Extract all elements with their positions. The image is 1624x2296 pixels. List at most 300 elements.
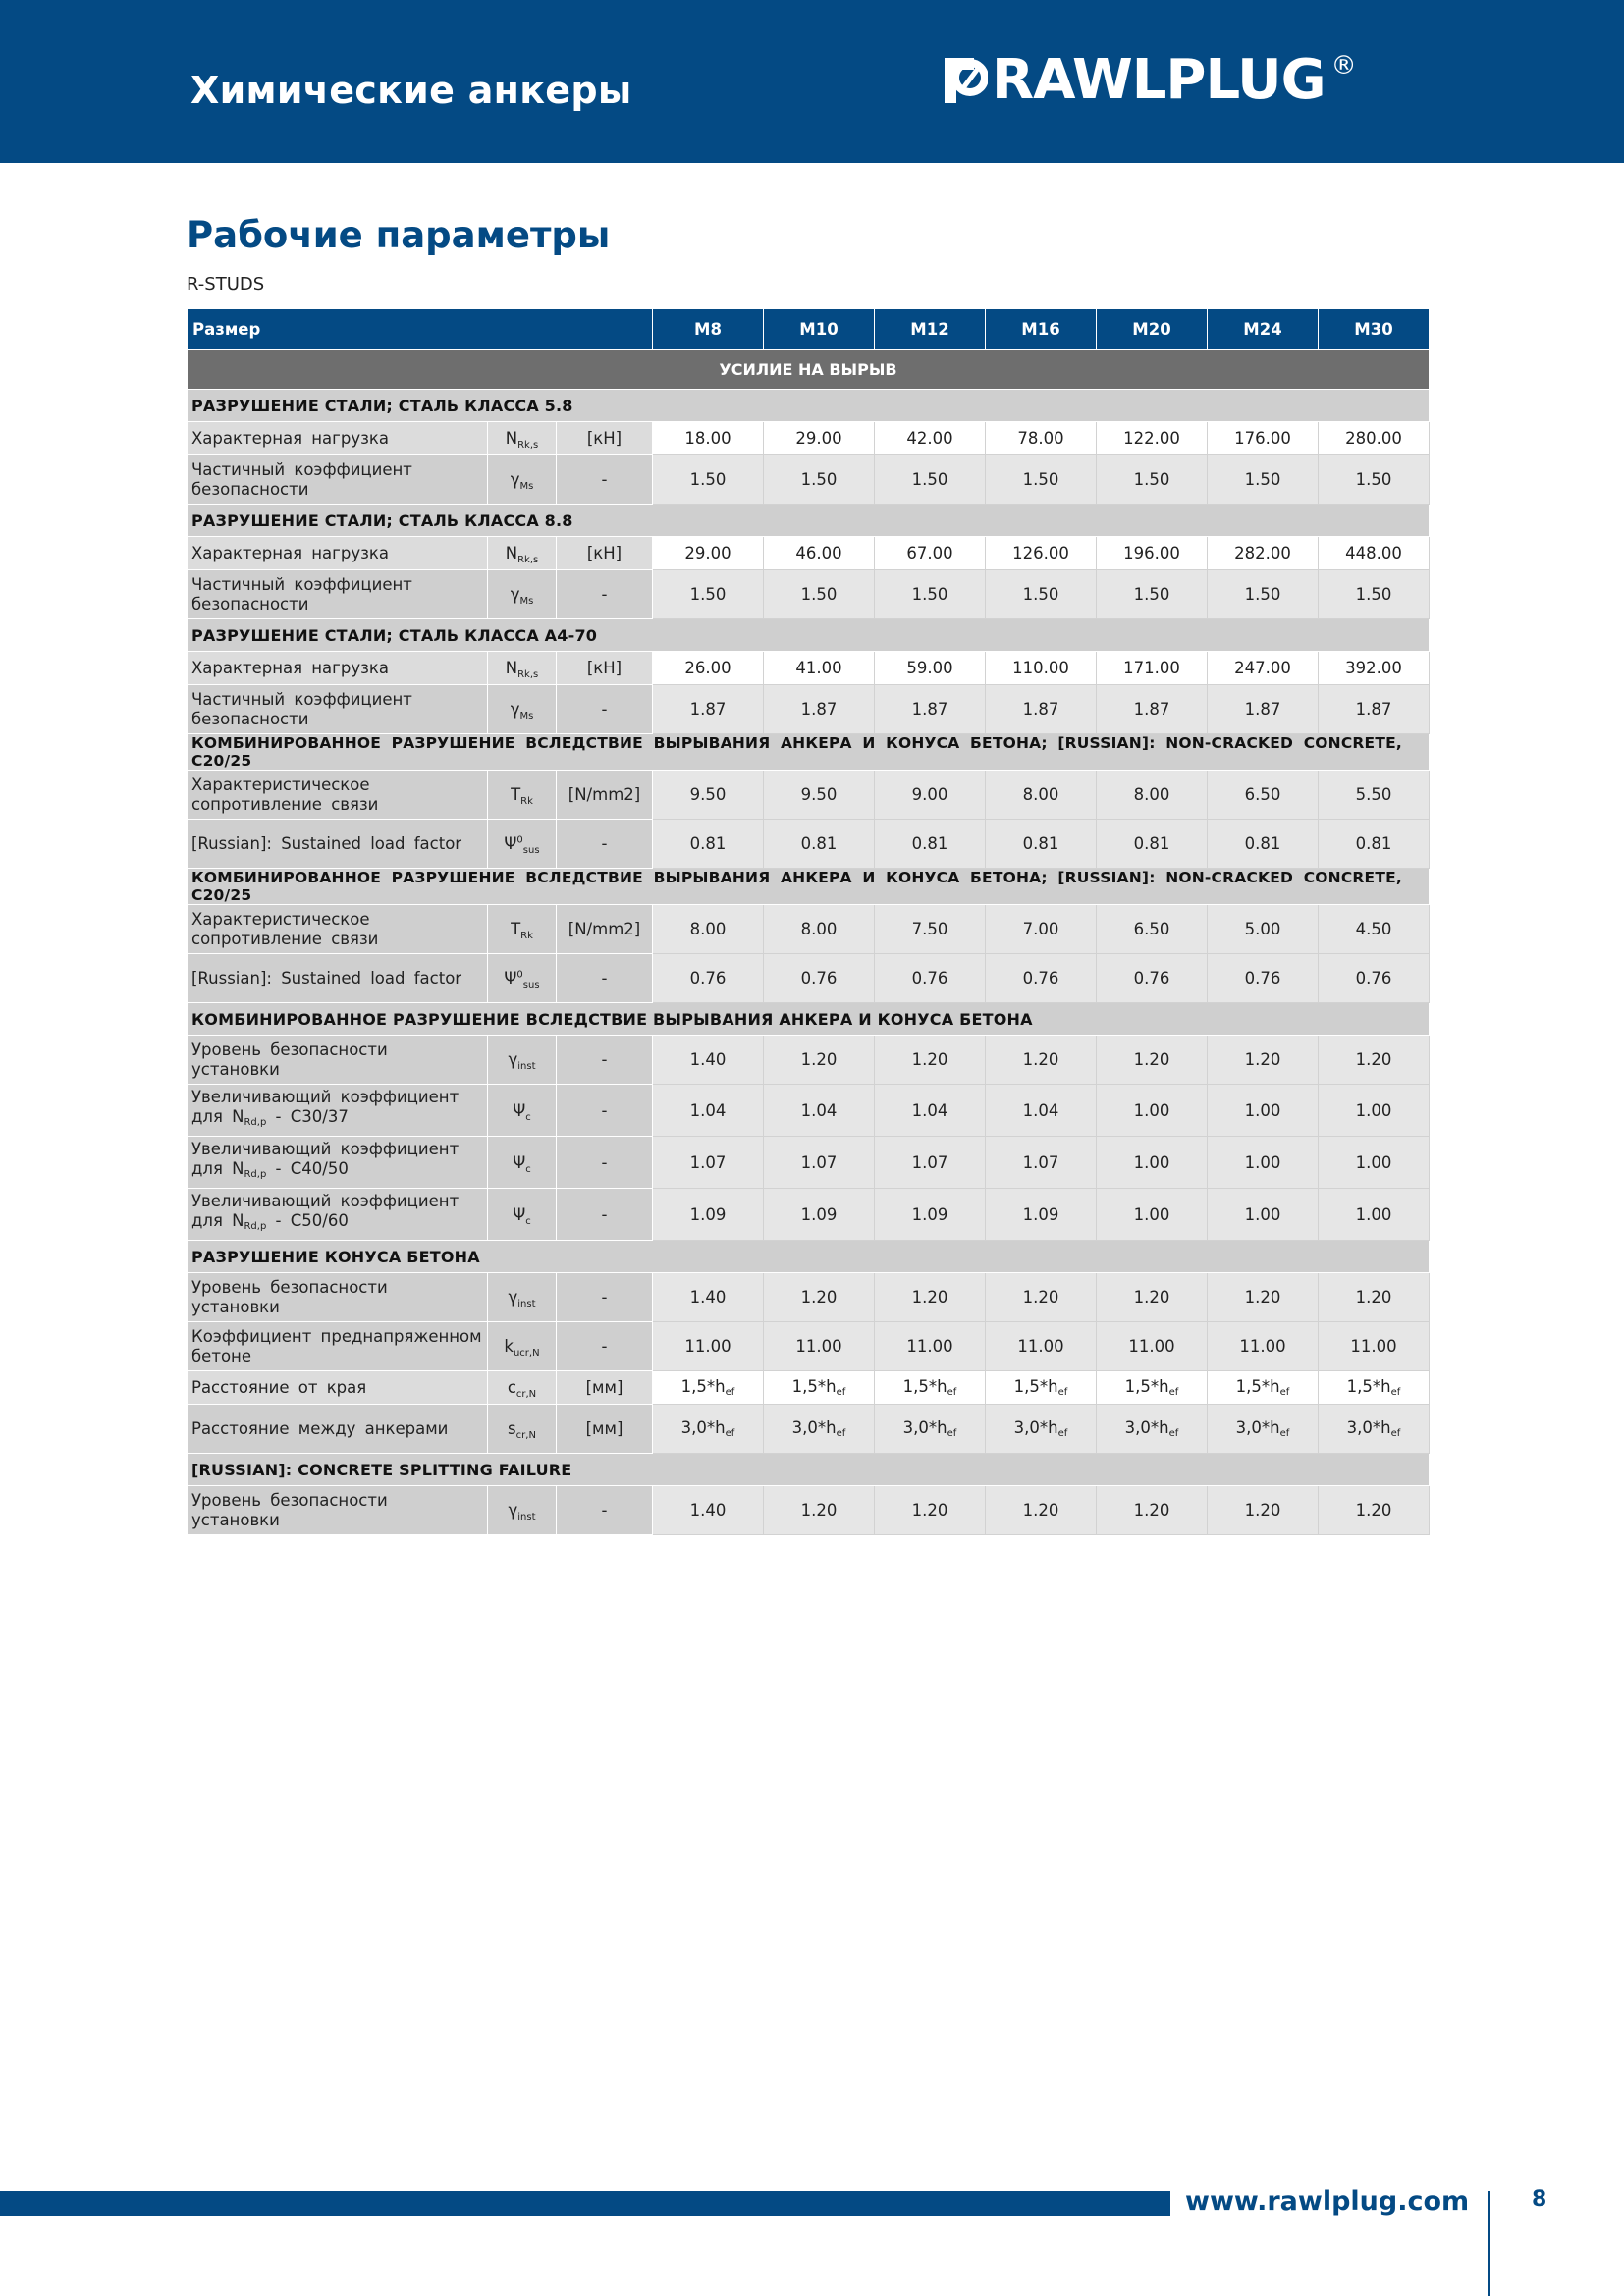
value-cell: 1.07 xyxy=(764,1137,875,1189)
size-header-row xyxy=(188,309,1430,350)
value-cell: 11.00 xyxy=(1097,1322,1208,1371)
value-cell: 0.81 xyxy=(986,820,1097,869)
value-cell: 1.20 xyxy=(764,1036,875,1085)
table-row xyxy=(188,954,1430,1003)
symbol-subscript: inst xyxy=(517,1512,536,1522)
value-cell: 247.00 xyxy=(1208,652,1319,685)
value-cell: 1.09 xyxy=(986,1189,1097,1241)
parameters-table xyxy=(187,308,1430,1535)
row-label xyxy=(188,771,488,820)
row-label-text: Характерная нагрузка xyxy=(191,428,389,448)
symbol-cell xyxy=(488,954,557,1003)
symbol-subscript: c xyxy=(525,1163,531,1175)
symbol: Ψ xyxy=(513,1204,526,1224)
value-cell xyxy=(653,1371,764,1405)
value-cell: 29.00 xyxy=(653,537,764,570)
value-subscript: ef xyxy=(1168,1387,1179,1398)
unit-cell: [кН] xyxy=(557,537,653,570)
unit-cell: [мм] xyxy=(557,1405,653,1454)
footer-divider xyxy=(1488,2191,1490,2296)
row-label-tail: - C40/50 xyxy=(266,1159,349,1178)
value-cell xyxy=(875,1371,986,1405)
value-cell xyxy=(1208,1371,1319,1405)
symbol: Ψ xyxy=(504,834,517,853)
row-label xyxy=(188,1137,488,1189)
value-cell: 1.50 xyxy=(1208,570,1319,619)
row-label-text: Частичный коэффициент безопасности xyxy=(191,459,412,499)
value-cell: 6.50 xyxy=(1208,771,1319,820)
value-subscript: ef xyxy=(725,1387,735,1398)
value-cell: 1.50 xyxy=(653,455,764,505)
row-label xyxy=(188,1085,488,1137)
row-label-text: Уровень безопасности установки xyxy=(191,1040,388,1079)
value-main: 3,0*h xyxy=(1346,1418,1391,1437)
value-main: 1,5*h xyxy=(1013,1377,1058,1396)
symbol-subscript: c xyxy=(525,1111,531,1123)
table-row xyxy=(188,1085,1430,1137)
table-row xyxy=(188,1036,1430,1085)
unit-cell: - xyxy=(557,570,653,619)
section-row xyxy=(188,505,1430,537)
value-cell: 11.00 xyxy=(875,1322,986,1371)
value-cell: 0.76 xyxy=(986,954,1097,1003)
value-cell: 280.00 xyxy=(1319,422,1430,455)
value-cell: 1.00 xyxy=(1319,1189,1430,1241)
row-label xyxy=(188,422,488,455)
table-row xyxy=(188,1137,1430,1189)
section-title: [RUSSIAN]: CONCRETE SPLITTING FAILURE xyxy=(188,1454,1430,1486)
value-cell: 0.76 xyxy=(1208,954,1319,1003)
value-cell: 1.00 xyxy=(1208,1085,1319,1137)
section-title: РАЗРУШЕНИЕ СТАЛИ; СТАЛЬ КЛАССА 5.8 xyxy=(188,390,1430,422)
row-label-text: Увеличивающий коэффициент для N xyxy=(191,1088,460,1126)
value-cell: 1.50 xyxy=(1097,570,1208,619)
value-cell: 11.00 xyxy=(653,1322,764,1371)
value-cell: 8.00 xyxy=(1097,771,1208,820)
value-cell: 0.81 xyxy=(764,820,875,869)
rawlplug-logo xyxy=(945,48,1357,112)
value-cell: 1.50 xyxy=(1208,455,1319,505)
row-label-text: Расстояние от края xyxy=(191,1377,367,1397)
value-cell: 1.07 xyxy=(653,1137,764,1189)
value-cell: 1.40 xyxy=(653,1273,764,1322)
value-cell: 1.04 xyxy=(764,1085,875,1137)
row-label-text: Характеристическое сопротивление связи xyxy=(191,909,379,948)
value-cell: 1.07 xyxy=(875,1137,986,1189)
value-subscript: ef xyxy=(1168,1428,1179,1439)
value-main: 3,0*h xyxy=(1013,1418,1058,1437)
table-row xyxy=(188,1273,1430,1322)
value-main: 1,5*h xyxy=(680,1377,726,1396)
header-title: Химические анкеры xyxy=(190,69,632,112)
symbol-subscript: ucr,N xyxy=(513,1348,540,1359)
value-cell: 0.76 xyxy=(764,954,875,1003)
symbol-cell xyxy=(488,771,557,820)
symbol-subscript: cr,N xyxy=(515,1389,537,1400)
value-subscript: ef xyxy=(1390,1387,1401,1398)
unit-cell: - xyxy=(557,1189,653,1241)
value-cell: 1.20 xyxy=(1097,1273,1208,1322)
value-cell xyxy=(653,1405,764,1454)
value-cell: 0.81 xyxy=(1208,820,1319,869)
section-row xyxy=(188,619,1430,652)
section-title: КОМБИНИРОВАННОЕ РАЗРУШЕНИЕ ВСЛЕДСТВИЕ ВЫРЫВАНИЯ АНКЕРА И КОНУСА БЕТОНА xyxy=(188,1003,1430,1036)
value-cell: 8.00 xyxy=(653,905,764,954)
row-label-text: Характерная нагрузка xyxy=(191,543,389,562)
symbol-cell xyxy=(488,1137,557,1189)
row-label-tail: - C50/60 xyxy=(266,1211,349,1230)
brand-name: RAWLPLUG xyxy=(992,48,1326,112)
unit-cell: [кН] xyxy=(557,652,653,685)
symbol: T xyxy=(511,920,521,938)
value-cell: 196.00 xyxy=(1097,537,1208,570)
size-header-cell: M10 xyxy=(764,309,875,350)
value-subscript: ef xyxy=(947,1428,957,1439)
symbol-subscript: Ms xyxy=(519,596,534,607)
unit-cell: [N/mm2] xyxy=(557,905,653,954)
row-label-text: Увеличивающий коэффициент для N xyxy=(191,1140,460,1178)
value-cell: 392.00 xyxy=(1319,652,1430,685)
value-cell: 1.20 xyxy=(986,1273,1097,1322)
value-cell xyxy=(986,1405,1097,1454)
row-label-text: Характерная нагрузка xyxy=(191,658,389,677)
row-label xyxy=(188,455,488,505)
section-title: РАЗРУШЕНИЕ СТАЛИ; СТАЛЬ КЛАССА A4-70 xyxy=(188,619,1430,652)
value-subscript: ef xyxy=(1390,1428,1401,1439)
value-cell: 1.00 xyxy=(1319,1137,1430,1189)
value-cell: 1.20 xyxy=(1208,1486,1319,1535)
value-cell: 176.00 xyxy=(1208,422,1319,455)
symbol: N xyxy=(505,429,518,448)
value-cell: 1.20 xyxy=(875,1486,986,1535)
band-title: УСИЛИЕ НА ВЫРЫВ xyxy=(188,350,1430,390)
value-main: 1,5*h xyxy=(1235,1377,1280,1396)
value-cell: 1.87 xyxy=(1208,685,1319,734)
unit-cell: - xyxy=(557,1085,653,1137)
value-cell: 11.00 xyxy=(986,1322,1097,1371)
value-cell: 1.09 xyxy=(764,1189,875,1241)
value-cell: 67.00 xyxy=(875,537,986,570)
section-title: РАЗРУШЕНИЕ КОНУСА БЕТОНА xyxy=(188,1241,1430,1273)
symbol-cell xyxy=(488,905,557,954)
value-subscript: ef xyxy=(1279,1428,1290,1439)
unit-cell: - xyxy=(557,954,653,1003)
value-cell: 1.50 xyxy=(875,455,986,505)
page-title: Рабочие параметры xyxy=(187,214,611,256)
symbol-subscript: inst xyxy=(517,1299,536,1309)
symbol-subscript: Ms xyxy=(519,481,534,492)
table-body xyxy=(188,309,1430,1535)
value-cell: 78.00 xyxy=(986,422,1097,455)
symbol-cell xyxy=(488,1405,557,1454)
symbol-subscript: Rk,s xyxy=(517,669,539,680)
table-row xyxy=(188,537,1430,570)
row-label xyxy=(188,1189,488,1241)
value-cell: 1.00 xyxy=(1097,1137,1208,1189)
value-cell: 9.50 xyxy=(653,771,764,820)
unit-cell: - xyxy=(557,1137,653,1189)
value-subscript: ef xyxy=(1057,1428,1068,1439)
value-cell: 9.50 xyxy=(764,771,875,820)
symbol-cell xyxy=(488,685,557,734)
row-label xyxy=(188,820,488,869)
value-cell: 1.87 xyxy=(1097,685,1208,734)
value-cell: 5.50 xyxy=(1319,771,1430,820)
value-cell: 1.50 xyxy=(986,570,1097,619)
row-label-text: [Russian]: Sustained load factor xyxy=(191,968,462,988)
section-row xyxy=(188,869,1430,905)
band-row xyxy=(188,350,1430,390)
value-cell: 1.04 xyxy=(986,1085,1097,1137)
value-cell: 1.20 xyxy=(1097,1036,1208,1085)
value-cell: 1.50 xyxy=(764,455,875,505)
row-label-text: Частичный коэффициент безопасности xyxy=(191,689,412,728)
row-label-tail: - C30/37 xyxy=(266,1107,349,1126)
value-cell: 0.81 xyxy=(653,820,764,869)
section-row xyxy=(188,1241,1430,1273)
row-label-text: Расстояние между анкерами xyxy=(191,1418,449,1438)
value-cell: 1.50 xyxy=(1319,455,1430,505)
unit-cell: - xyxy=(557,455,653,505)
symbol: γ xyxy=(510,470,520,489)
row-label-text: Частичный коэффициент безопасности xyxy=(191,574,412,614)
value-cell xyxy=(875,1405,986,1454)
symbol-cell xyxy=(488,455,557,505)
symbol-cell xyxy=(488,570,557,619)
value-cell: 1.40 xyxy=(653,1486,764,1535)
value-cell xyxy=(1097,1405,1208,1454)
table-row xyxy=(188,422,1430,455)
value-cell: 1.20 xyxy=(1319,1036,1430,1085)
value-cell: 1.50 xyxy=(1097,455,1208,505)
symbol-cell xyxy=(488,652,557,685)
row-label xyxy=(188,1486,488,1535)
size-header-cell: M16 xyxy=(986,309,1097,350)
table-row xyxy=(188,1486,1430,1535)
symbol: Ψ xyxy=(504,969,517,988)
symbol-cell xyxy=(488,422,557,455)
size-header-cell: M24 xyxy=(1208,309,1319,350)
value-cell: 0.76 xyxy=(875,954,986,1003)
value-cell xyxy=(986,1371,1097,1405)
row-label-subscript: Rd,p xyxy=(244,1117,267,1128)
value-cell: 1.00 xyxy=(1097,1189,1208,1241)
symbol-subscript: Rk,s xyxy=(517,555,539,565)
row-label-text: Увеличивающий коэффициент для N xyxy=(191,1192,460,1230)
value-cell: 11.00 xyxy=(1208,1322,1319,1371)
symbol-superscript: 0 xyxy=(516,969,523,981)
value-cell: 5.00 xyxy=(1208,905,1319,954)
section-row xyxy=(188,1454,1430,1486)
unit-cell: - xyxy=(557,1273,653,1322)
value-cell: 1.50 xyxy=(764,570,875,619)
row-label xyxy=(188,1273,488,1322)
symbol-cell xyxy=(488,1036,557,1085)
value-cell: 0.76 xyxy=(1319,954,1430,1003)
size-header-label: Размер xyxy=(188,309,653,350)
value-cell: 1.20 xyxy=(1097,1486,1208,1535)
value-cell: 1.87 xyxy=(653,685,764,734)
value-main: 3,0*h xyxy=(680,1418,726,1437)
value-cell xyxy=(1319,1371,1430,1405)
row-label-text: [Russian]: Sustained load factor xyxy=(191,833,462,853)
symbol-subscript: inst xyxy=(517,1061,536,1072)
section-title: КОМБИНИРОВАННОЕ РАЗРУШЕНИЕ ВСЛЕДСТВИЕ ВЫРЫВАНИЯ АНКЕРА И КОНУСА БЕТОНА; [RUSSIAN]: NON-CRACKED CONCRETE, C20/25 xyxy=(188,869,1430,905)
symbol-subscript: Rk,s xyxy=(517,440,539,451)
value-cell: 1.20 xyxy=(986,1036,1097,1085)
plug-icon xyxy=(945,56,988,105)
value-cell: 41.00 xyxy=(764,652,875,685)
page-number: 8 xyxy=(1532,2187,1547,2212)
value-cell: 110.00 xyxy=(986,652,1097,685)
value-cell: 1.20 xyxy=(1319,1273,1430,1322)
value-cell: 59.00 xyxy=(875,652,986,685)
size-header-cell: M30 xyxy=(1319,309,1430,350)
symbol-cell xyxy=(488,1322,557,1371)
value-main: 3,0*h xyxy=(902,1418,947,1437)
unit-cell: [мм] xyxy=(557,1371,653,1405)
value-cell: 0.76 xyxy=(653,954,764,1003)
value-cell: 0.81 xyxy=(1319,820,1430,869)
registered-mark: ® xyxy=(1330,51,1357,80)
symbol-subscript: Rk xyxy=(520,931,533,941)
row-label xyxy=(188,570,488,619)
value-cell: 1.04 xyxy=(875,1085,986,1137)
row-label xyxy=(188,1405,488,1454)
value-cell: 1.20 xyxy=(1319,1486,1430,1535)
table-row xyxy=(188,1405,1430,1454)
symbol-subscript: cr,N xyxy=(515,1430,536,1441)
value-cell: 26.00 xyxy=(653,652,764,685)
table-row xyxy=(188,455,1430,505)
value-cell: 1.20 xyxy=(1208,1036,1319,1085)
value-cell: 1.20 xyxy=(764,1273,875,1322)
value-cell: 282.00 xyxy=(1208,537,1319,570)
value-cell: 1.09 xyxy=(875,1189,986,1241)
table-row xyxy=(188,1371,1430,1405)
value-cell: 1.87 xyxy=(875,685,986,734)
value-cell: 1.50 xyxy=(986,455,1097,505)
value-cell: 7.00 xyxy=(986,905,1097,954)
value-cell: 1.00 xyxy=(1319,1085,1430,1137)
unit-cell: - xyxy=(557,1322,653,1371)
value-cell: 6.50 xyxy=(1097,905,1208,954)
value-main: 1,5*h xyxy=(791,1377,837,1396)
value-subscript: ef xyxy=(947,1387,957,1398)
size-header-cell: M12 xyxy=(875,309,986,350)
value-subscript: ef xyxy=(836,1387,846,1398)
symbol-cell xyxy=(488,820,557,869)
table-row xyxy=(188,1322,1430,1371)
size-header-cell: M20 xyxy=(1097,309,1208,350)
value-cell xyxy=(1208,1405,1319,1454)
value-cell: 42.00 xyxy=(875,422,986,455)
row-label-text: Уровень безопасности установки xyxy=(191,1490,388,1529)
value-cell: 448.00 xyxy=(1319,537,1430,570)
symbol: s xyxy=(508,1419,516,1438)
value-cell: 11.00 xyxy=(1319,1322,1430,1371)
row-label-text: Уровень безопасности установки xyxy=(191,1277,388,1316)
symbol-cell xyxy=(488,1085,557,1137)
table-row xyxy=(188,820,1430,869)
table-row xyxy=(188,771,1430,820)
row-label xyxy=(188,905,488,954)
symbol: Ψ xyxy=(513,1100,526,1120)
website-link[interactable]: www.rawlplug.com xyxy=(1185,2186,1470,2216)
value-cell: 1.07 xyxy=(986,1137,1097,1189)
symbol-superscript: 0 xyxy=(516,834,523,846)
table-row xyxy=(188,685,1430,734)
value-cell: 8.00 xyxy=(764,905,875,954)
unit-cell: - xyxy=(557,1036,653,1085)
symbol-cell xyxy=(488,1189,557,1241)
value-cell xyxy=(764,1405,875,1454)
size-header-cell: M8 xyxy=(653,309,764,350)
symbol-subscript: sus xyxy=(522,980,540,990)
value-cell: 126.00 xyxy=(986,537,1097,570)
symbol-subscript: Ms xyxy=(519,711,534,721)
value-cell: 1.50 xyxy=(653,570,764,619)
unit-cell: - xyxy=(557,1486,653,1535)
section-row xyxy=(188,734,1430,771)
symbol-cell xyxy=(488,1371,557,1405)
symbol-cell xyxy=(488,1273,557,1322)
value-cell: 1.87 xyxy=(986,685,1097,734)
value-cell: 1.20 xyxy=(986,1486,1097,1535)
value-cell: 7.50 xyxy=(875,905,986,954)
value-cell: 0.81 xyxy=(875,820,986,869)
table-row xyxy=(188,570,1430,619)
row-label xyxy=(188,537,488,570)
unit-cell: [кН] xyxy=(557,422,653,455)
value-cell: 0.76 xyxy=(1097,954,1208,1003)
value-cell: 11.00 xyxy=(764,1322,875,1371)
symbol: γ xyxy=(508,1050,518,1069)
value-main: 3,0*h xyxy=(1235,1418,1280,1437)
row-label-subscript: Rd,p xyxy=(244,1169,267,1180)
value-subscript: ef xyxy=(725,1428,735,1439)
unit-cell: - xyxy=(557,820,653,869)
value-cell: 1.20 xyxy=(875,1036,986,1085)
symbol: γ xyxy=(508,1288,518,1307)
value-cell: 1.09 xyxy=(653,1189,764,1241)
value-cell: 1.50 xyxy=(1319,570,1430,619)
row-label xyxy=(188,1036,488,1085)
row-label-text: Коэффициент преднапряженном бетоне xyxy=(191,1326,482,1365)
symbol-subscript: c xyxy=(525,1215,531,1227)
table-row xyxy=(188,1189,1430,1241)
row-label xyxy=(188,1322,488,1371)
footer-bar xyxy=(0,2191,1170,2216)
row-label xyxy=(188,652,488,685)
value-cell: 1.50 xyxy=(875,570,986,619)
value-main: 3,0*h xyxy=(1124,1418,1169,1437)
section-row xyxy=(188,390,1430,422)
value-subscript: ef xyxy=(1279,1387,1290,1398)
value-cell: 1.00 xyxy=(1208,1137,1319,1189)
value-cell: 9.00 xyxy=(875,771,986,820)
value-cell: 4.50 xyxy=(1319,905,1430,954)
value-cell: 0.81 xyxy=(1097,820,1208,869)
section-title: РАЗРУШЕНИЕ СТАЛИ; СТАЛЬ КЛАССА 8.8 xyxy=(188,505,1430,537)
symbol: T xyxy=(511,785,521,804)
symbol: γ xyxy=(508,1501,518,1520)
value-cell xyxy=(1097,1371,1208,1405)
value-cell: 171.00 xyxy=(1097,652,1208,685)
section-title: КОМБИНИРОВАННОЕ РАЗРУШЕНИЕ ВСЛЕДСТВИЕ ВЫРЫВАНИЯ АНКЕРА И КОНУСА БЕТОНА; [RUSSIAN]: NON-CRACKED CONCRETE, C20/25 xyxy=(188,734,1430,771)
value-subscript: ef xyxy=(1057,1387,1068,1398)
value-main: 1,5*h xyxy=(1346,1377,1391,1396)
